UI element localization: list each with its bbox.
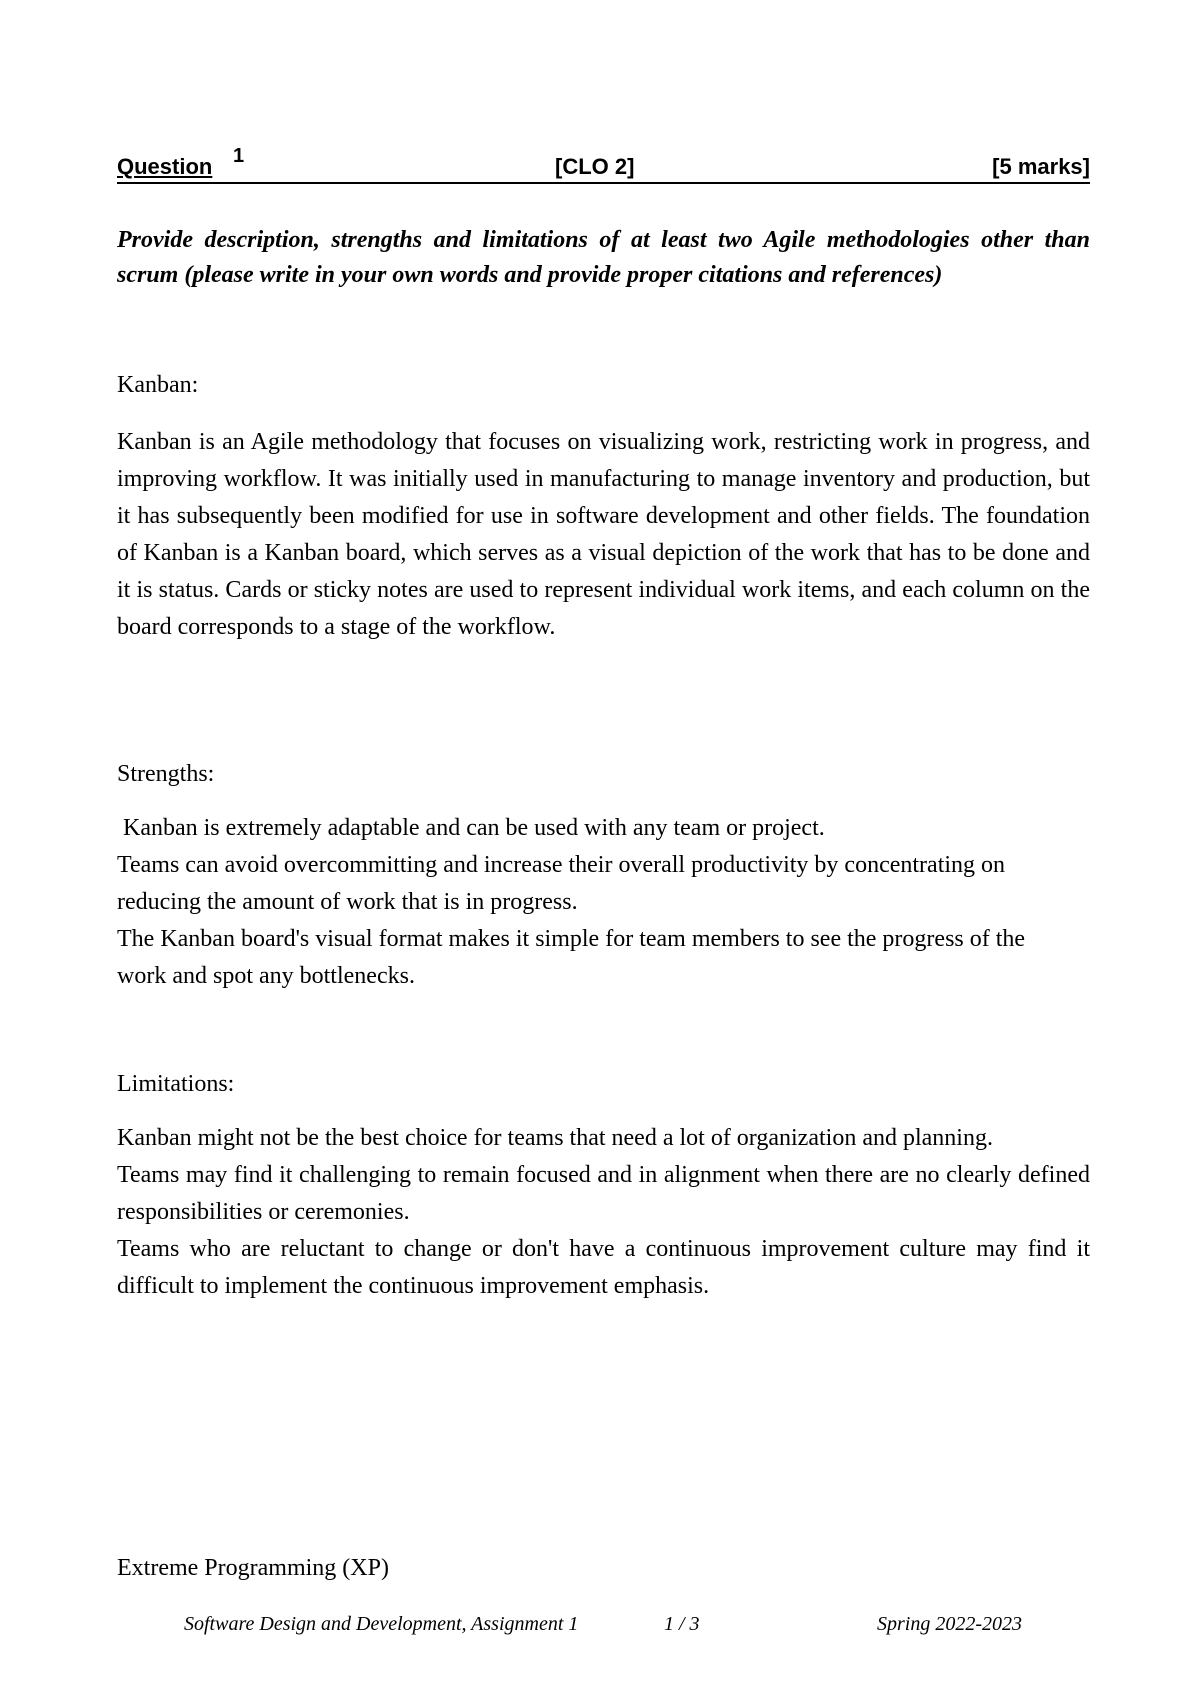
- question-label: Question: [117, 154, 213, 179]
- strengths-heading: Strengths:: [117, 761, 215, 787]
- clo-label: [CLO 2]: [555, 154, 635, 179]
- limitations-heading: Limitations:: [117, 1071, 235, 1097]
- footer-term: Spring 2022-2023: [877, 1613, 1022, 1635]
- xp-heading: Extreme Programming (XP): [117, 1555, 389, 1581]
- question-header: [117, 145, 1090, 184]
- limitation-item: Kanban might not be the best choice for teams that need a lot of organization and planning.: [117, 1125, 993, 1151]
- limitations-list: [117, 1120, 1090, 1305]
- limitation-item: Teams who are reluctant to change or don't have a continuous improvement culture may find it difficult to implement the continuous improvement emphasis.: [117, 1236, 1090, 1299]
- strength-item: Teams can avoid overcommitting and increase their overall productivity by concentrating on reducing the amount of work that is in progress.: [117, 852, 1006, 915]
- marks-label: [5 marks]: [992, 154, 1090, 179]
- strength-item: The Kanban board's visual format makes it simple for team members to see the progress of the work and spot any bottlenecks.: [117, 926, 1026, 989]
- kanban-description: Kanban is an Agile methodology that focuses on visualizing work, restricting work in progress, and improving workflow. It was initially used in manufacturing to manage inventory and production, but it has subsequently been modified for use in software development and other fields. The foundation of Kanban is a Kanban board, which serves as a visual depiction of the work that has to be done and it is status. Cards or sticky notes are used to represent individual work items, and each column on the board corresponds to a stage of the workflow.: [117, 429, 1090, 640]
- strengths-list: [117, 810, 1090, 995]
- question-prompt: Provide description, strengths and limitations of at least two Agile methodologies other than scrum (please write in your own words and provide proper citations and references): [117, 227, 1090, 288]
- kanban-heading: Kanban:: [117, 372, 199, 398]
- footer-page-number: 1 / 3: [664, 1613, 700, 1635]
- strength-item: Kanban is extremely adaptable and can be used with any team or project.: [117, 815, 825, 841]
- limitation-item: Teams may find it challenging to remain focused and in alignment when there are no clearly defined responsibilities or ceremonies.: [117, 1162, 1090, 1225]
- question-number: 1: [233, 145, 245, 167]
- footer-course: Software Design and Development, Assignment 1: [184, 1613, 579, 1635]
